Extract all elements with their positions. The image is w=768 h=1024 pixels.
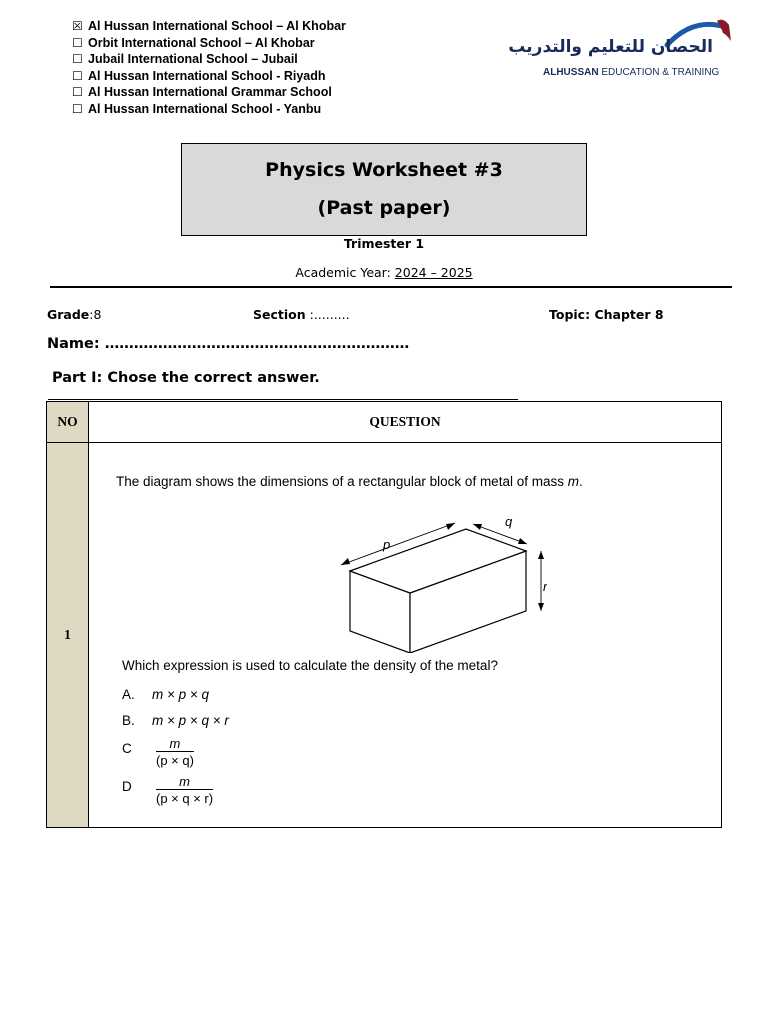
checkbox[interactable]: ☐ [72,101,83,116]
school-option[interactable] [72,51,346,68]
col-header-question: QUESTION [89,402,722,443]
school-checklist [72,18,346,118]
school-name: Al Hussan International Grammar School [88,85,332,100]
checkbox[interactable]: ☐ [72,85,83,100]
checkbox-checked[interactable]: ☒ [72,19,83,33]
part-heading: Part I: Chose the correct answer. [52,370,320,386]
option-label: D [122,779,132,794]
section-label: Section [253,307,306,322]
school-name: Orbit International School – Al Khobar [88,35,315,50]
option-label: B. [122,713,135,728]
question-cell [89,443,722,828]
academic-year [0,265,768,280]
section-field[interactable] [253,307,350,322]
checkbox[interactable]: ☐ [72,68,83,83]
option-label: A. [122,687,135,702]
fraction-denominator: (p × q × r) [156,791,214,806]
metal-block-diagram [327,503,547,653]
section-value[interactable]: :......... [305,307,350,322]
dimension-q-label: q [505,514,513,529]
grade-value: :8 [89,307,102,322]
topic-value: : Chapter 8 [585,307,664,322]
question-prompt: Which expression is used to calculate the density of the metal? [122,658,498,673]
grade-field [47,307,101,322]
question-stem [116,474,583,489]
checkbox[interactable]: ☐ [72,35,83,50]
fraction-numerator: m [169,736,181,751]
worksheet-subtitle: (Past paper) [317,197,451,219]
dimension-r-label: r [543,579,547,594]
fraction-numerator: m [179,774,190,789]
col-header-no: NO [47,402,89,443]
academic-year-label: Academic Year: [295,265,395,280]
school-option[interactable] [72,84,346,101]
part-divider [48,399,518,400]
academic-year-value: 2024 – 2025 [394,265,473,280]
school-name: Al Hussan International School – Al Khobar [88,19,346,33]
table-header-row [47,402,722,443]
option-c[interactable] [122,741,152,756]
school-option[interactable] [72,35,346,52]
school-option[interactable] [72,18,346,35]
question-stem-var: m [567,474,579,489]
dimension-p-label: p [383,537,391,552]
logo-english-text [543,67,719,78]
option-d-fraction [156,774,213,806]
worksheet-title: Physics Worksheet #3 [265,159,503,181]
topic-label: Topic [549,307,586,322]
option-label: C [122,741,132,756]
option-d[interactable] [122,779,152,794]
trimester-label: Trimester 1 [343,236,425,251]
logo-brand: ALHUSSAN [543,67,599,78]
logo-tagline: EDUCATION & TRAINING [601,67,720,78]
topic-field [549,307,664,322]
option-b[interactable] [122,713,229,728]
option-expression: m × p × q [152,687,210,702]
question-stem-text: The diagram shows the dimensions of a rectangular block of metal of mass [116,474,568,489]
option-expression: m × p × q × r [152,713,229,728]
school-option[interactable] [72,68,346,85]
option-a[interactable] [122,687,209,702]
table-row [47,443,722,828]
alhussan-logo [508,19,733,79]
school-name: Jubail International School – Jubail [88,52,298,67]
header-divider [50,286,732,288]
question-number: 1 [47,443,89,828]
question-stem-end: . [578,474,583,489]
checkbox[interactable]: ☐ [72,52,83,67]
school-name: Al Hussan International School - Riyadh [88,68,326,83]
question-content [89,443,721,827]
worksheet-title-box [181,143,587,236]
school-name: Al Hussan International School - Yanbu [88,101,322,116]
logo-arabic-text: الحصان للتعليم والتدريب [508,37,713,57]
question-table [46,401,722,828]
fraction-denominator: (p × q) [156,753,194,768]
option-c-fraction [156,736,194,768]
school-option[interactable] [72,101,346,118]
name-field[interactable]: Name: ……………………………………………………… [47,336,410,352]
grade-label: Grade [47,307,90,322]
